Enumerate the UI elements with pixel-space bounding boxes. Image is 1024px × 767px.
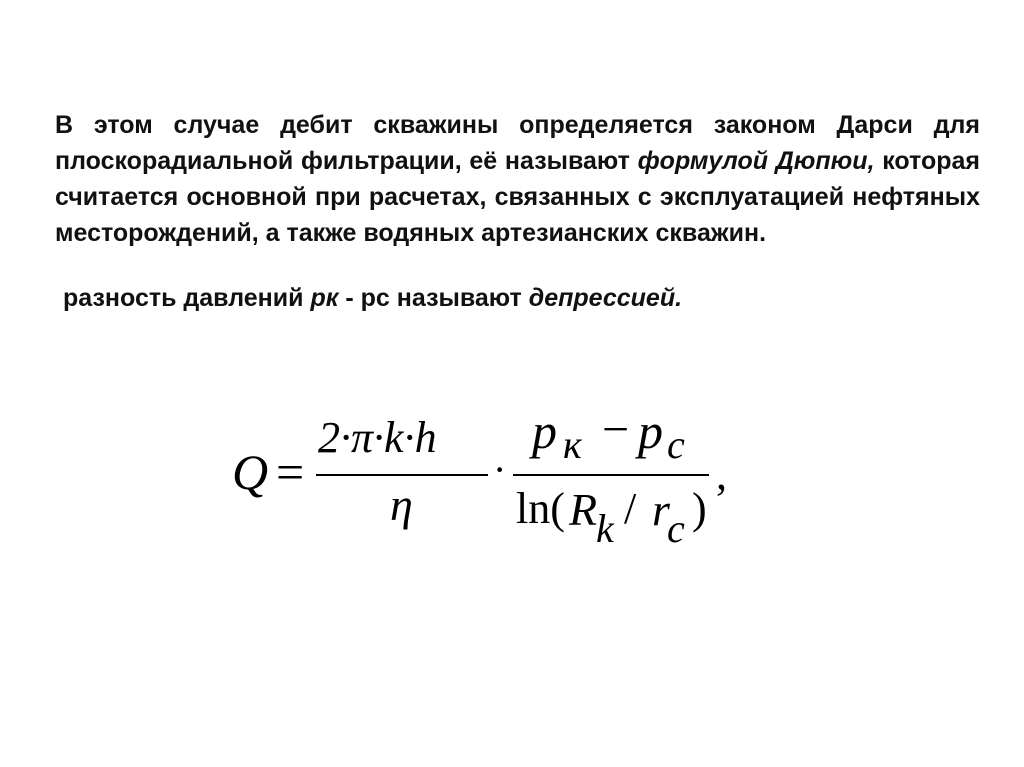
dupuit-formula-term: формулой Дюпюи, — [637, 147, 875, 175]
formula-p1: p — [532, 403, 557, 459]
formula-equals: = — [276, 444, 305, 500]
pk-symbol: рк — [310, 284, 339, 312]
depression-definition — [63, 280, 682, 316]
formula-p2: p — [638, 403, 663, 459]
depression-text-a: разность давлений — [63, 284, 311, 312]
formula-slash: / — [624, 484, 637, 533]
formula-denominator-1: η — [390, 479, 413, 530]
formula-comma: , — [716, 450, 727, 499]
dupuit-formula — [220, 395, 760, 565]
formula-ln: ln( — [516, 484, 565, 533]
paragraph-text-a: В этом случае дебит скважины определяется законом Дарси для плоскорадиальной фильтрации, её называют — [55, 111, 980, 175]
formula-r-small: r — [652, 484, 670, 535]
formula-k-sub: k — [596, 506, 614, 551]
pc-tail-text: с — [375, 284, 390, 312]
fraction-bar-1 — [316, 474, 488, 476]
formula-p1-sub: к — [563, 422, 582, 467]
paragraph-text-b: которая считается основной при расчетах, связанных с эксплуатацией нефтяных месторождений, а также водяных артезианских скважин. — [55, 147, 980, 247]
formula-close-paren: ) — [692, 484, 707, 533]
formula-r-capital: R — [569, 484, 598, 535]
formula-p2-sub: c — [667, 422, 685, 467]
formula-minus: − — [602, 403, 630, 456]
formula-numerator-1: 2·π·k·h — [318, 413, 437, 462]
depression-term: депрессией. — [528, 284, 683, 312]
formula-multiply-dot: · — [493, 447, 507, 492]
minus-p-text: - р — [338, 284, 376, 312]
formula-c-sub: c — [667, 506, 685, 551]
depression-text-b: называют — [389, 284, 529, 312]
formula-q: Q — [232, 444, 269, 500]
definition-paragraph — [55, 107, 980, 251]
fraction-bar-2 — [513, 474, 709, 476]
